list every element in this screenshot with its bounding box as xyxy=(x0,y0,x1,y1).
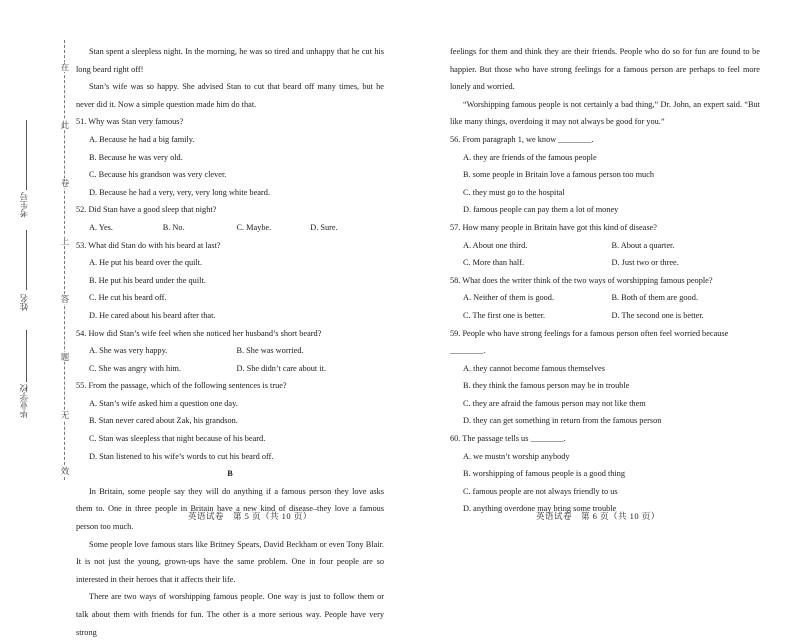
option-56b: B. some people in Britain love a famous person too much xyxy=(463,170,655,180)
question-58-stem: 58. What does the writer think of the two ways of worshipping famous people? xyxy=(450,275,713,285)
passage-b-paragraph: In Britain, some people say they will do anything if a famous person they love asks them to. One in three people in Britain have a new kind of disease–they love a famous person too much. xyxy=(76,486,384,532)
passage-b-paragraph: There are two ways of worshipping famous people. One way is just to follow them or talk about them with friends for fun. The other is a more serious way. People have very strong xyxy=(76,592,384,637)
question-56-stem: 56. From paragraph 1, we know ________. xyxy=(450,134,594,144)
question-60-stem: 60. The passage tells us ________. xyxy=(450,434,566,444)
passage-b-continued: feelings for them and think they are their friends. People who do so for fun are found to be happier. But those who have strong feelings for a famous person are perhaps to feel more lonely and worried. xyxy=(450,47,760,92)
seal-char: 此 xyxy=(60,120,70,130)
left-page-column xyxy=(76,43,384,641)
seal-char: 无 xyxy=(60,410,70,420)
question-53-stem: 53. What did Stan do with his beard at last? xyxy=(76,240,221,250)
option-55d: D. Stan listened to his wife’s words to cut his beard off. xyxy=(89,451,274,461)
option-58a: A. Neither of them is good. xyxy=(463,293,555,303)
question-57-stem: 57. How many people in Britain have got this kind of disease? xyxy=(450,222,657,232)
option-59a: A. they cannot become famous themselves xyxy=(463,363,605,373)
question-58-options-row1 xyxy=(450,289,760,307)
option-60b: B. worshipping of famous people is a good thing xyxy=(463,469,626,479)
passage-paragraph: Stan’s wife was so happy. She advised Stan to cut that beard off many times, but he never did it. Now a simple question made him do that. xyxy=(76,82,384,109)
option-53c: C. He cut his beard off. xyxy=(89,293,167,303)
question-54-options-row2 xyxy=(76,360,384,378)
exam-number-label: 考生号 xyxy=(19,192,29,218)
option-51a: A. Because he had a big family. xyxy=(89,134,195,144)
option-51d: D. Because he had a very, very, very long white beard. xyxy=(89,187,270,197)
question-54-stem: 54. How did Stan’s wife feel when she noticed her husband’s short beard? xyxy=(76,328,322,338)
option-55b: B. Stan never cared about Zak, his grandson. xyxy=(89,416,238,426)
option-55a: A. Stan’s wife asked him a question one day. xyxy=(89,398,238,408)
name-fill-line xyxy=(26,230,27,290)
option-53a: A. He put his beard over the quilt. xyxy=(89,258,203,268)
seal-char: 答 xyxy=(60,294,70,304)
option-59c: C. they are afraid the famous person may not like them xyxy=(463,398,646,408)
option-52c: C. Maybe. xyxy=(236,222,272,232)
option-57b: B. About a quarter. xyxy=(611,240,675,250)
passage-paragraph: Stan spent a sleepless night. In the morning, he was so tired and unhappy that he cut his long beard right off! xyxy=(76,47,384,74)
option-58c: C. The first one is better. xyxy=(463,310,546,320)
question-55-stem: 55. From the passage, which of the following sentences is true? xyxy=(76,381,287,391)
question-58-options-row2 xyxy=(450,307,760,325)
expert-quote: “Worshipping famous people is not certainly a bad thing,” Dr. John, an expert said. “But like many things, overdoing it may not always be good for you.” xyxy=(450,99,760,127)
school-label: 毕业学校 xyxy=(19,384,29,418)
option-57a: A. About one third. xyxy=(463,240,528,250)
school-fill-line xyxy=(26,330,27,382)
seal-char: 上 xyxy=(60,236,70,246)
option-57d: D. Just two or three. xyxy=(611,258,679,268)
option-60c: C. famous people are not always friendly to us xyxy=(463,486,618,496)
option-54d: D. She didn’t care about it. xyxy=(236,363,326,373)
passage-b-paragraph: Some people love famous stars like Britney Spears, David Beckham or even Tony Blair. It is not just the young, grown-ups have the same problem. One in four people are so interested in their heroes that it affects their life. xyxy=(76,539,384,584)
binding-margin xyxy=(0,0,72,560)
option-60d: D. anything overdone may bring some trouble xyxy=(463,504,617,514)
option-54c: C. She was angry with him. xyxy=(89,363,181,373)
seal-char: 卷 xyxy=(60,178,70,188)
right-page-column xyxy=(450,43,760,518)
question-57-options-row1 xyxy=(450,237,760,255)
option-54a: A. She was very happy. xyxy=(89,346,168,356)
option-54b: B. She was worried. xyxy=(236,346,304,356)
question-51-stem: 51. Why was Stan very famous? xyxy=(76,117,184,127)
page-footer-5: 英语试卷 第 5 页（共 10 页） xyxy=(188,511,312,521)
seal-char: 题 xyxy=(60,352,70,362)
question-57-options-row2 xyxy=(450,254,760,272)
question-52-stem: 52. Did Stan have a good sleep that night? xyxy=(76,205,217,215)
name-label: 姓名 xyxy=(19,294,29,311)
option-51c: C. Because his grandson was very clever. xyxy=(89,170,227,180)
question-54-options-row1 xyxy=(76,342,384,360)
option-57c: C. More than half. xyxy=(463,258,525,268)
option-59b: B. they think the famous person may be in trouble xyxy=(463,381,630,391)
option-56a: A. they are friends of the famous people xyxy=(463,152,597,162)
option-53b: B. He put his beard under the quilt. xyxy=(89,275,206,285)
question-59-stem: 59. People who have strong feelings for a famous person often feel worried because ________. xyxy=(450,328,729,356)
section-b-heading: B xyxy=(227,469,233,479)
seal-char: 效 xyxy=(60,466,70,476)
option-52b: B. No. xyxy=(162,222,185,232)
option-58d: D. The second one is better. xyxy=(611,310,704,320)
option-59d: D. they can get something in return from the famous person xyxy=(463,416,662,426)
option-51b: B. Because he was very old. xyxy=(89,152,183,162)
option-55c: C. Stan was sleepless that night because of his beard. xyxy=(89,434,266,444)
question-52-options xyxy=(76,219,384,237)
option-58b: B. Both of them are good. xyxy=(611,293,698,303)
option-56d: D. famous people can pay them a lot of money xyxy=(463,205,619,215)
page-footer-6: 英语试卷 第 6 页（共 10 页） xyxy=(536,511,660,521)
seal-char: 在 xyxy=(60,62,70,72)
exam-number-fill-line xyxy=(26,120,27,190)
option-60a: A. we mustn’t worship anybody xyxy=(463,451,570,461)
option-52d: D. Sure. xyxy=(310,222,338,232)
option-53d: D. He cared about his beard after that. xyxy=(89,310,216,320)
option-56c: C. they must go to the hospital xyxy=(463,187,565,197)
option-52a: A. Yes. xyxy=(89,222,113,232)
